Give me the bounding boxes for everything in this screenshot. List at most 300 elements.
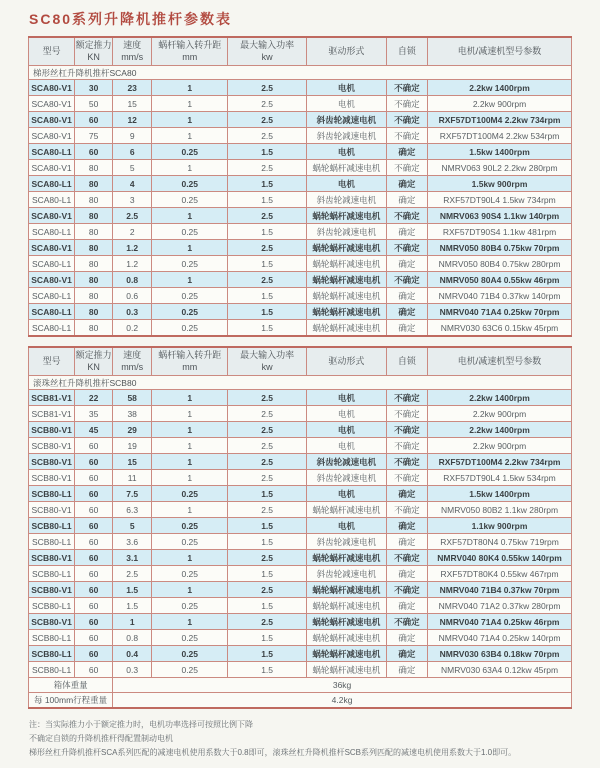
cell: 1.5	[228, 646, 307, 662]
cell: SCA80-V1	[29, 240, 75, 256]
cell: 斜齿轮减速电机	[306, 566, 386, 582]
cell: 1.5	[228, 256, 307, 272]
cell: 58	[113, 390, 152, 406]
cell: SCB81-V1	[29, 406, 75, 422]
cell: 确定	[386, 176, 427, 192]
cell: 确定	[386, 224, 427, 240]
cell: NMRV030 63B4 0.18kw 70rpm	[428, 646, 572, 662]
cell: 1.2	[113, 256, 152, 272]
footnote-line: 注：当实际推力小于额定推力时，电机功率选择可按照比例下降	[29, 719, 253, 729]
cell: 蜗轮蜗杆减速电机	[306, 208, 386, 224]
cell: SCA80-V1	[29, 96, 75, 112]
cell: 29	[113, 422, 152, 438]
column-header: 自锁	[386, 347, 427, 376]
cell: 6	[113, 144, 152, 160]
cell: 2.2kw 1400rpm	[428, 422, 572, 438]
cell: 1	[152, 390, 228, 406]
table-row	[29, 240, 572, 256]
table-row	[29, 208, 572, 224]
cell: SCA80-L1	[29, 176, 75, 192]
cell: 0.25	[152, 630, 228, 646]
cell: 1	[152, 438, 228, 454]
cell: 2.2kw 1400rpm	[428, 80, 572, 96]
cell: 电机	[306, 96, 386, 112]
table-row	[29, 224, 572, 240]
cell: 不确定	[386, 422, 427, 438]
cell: 确定	[386, 192, 427, 208]
cell: 0.3	[113, 304, 152, 320]
cell: 蜗轮蜗杆减速电机	[306, 598, 386, 614]
cell: 不确定	[386, 438, 427, 454]
cell: SCB80-V1	[29, 582, 75, 598]
cell: 80	[75, 288, 113, 304]
cell: 不确定	[386, 470, 427, 486]
cell: 斜齿轮减速电机	[306, 470, 386, 486]
table-row	[29, 176, 572, 192]
cell: 0.25	[152, 256, 228, 272]
cell: 蜗轮蜗杆减速电机	[306, 304, 386, 320]
cell: 60	[75, 454, 113, 470]
column-header: 驱动形式	[306, 37, 386, 66]
cell: 60	[75, 470, 113, 486]
cell: 电机	[306, 176, 386, 192]
cell: SCA80-L1	[29, 304, 75, 320]
summary-row	[29, 693, 572, 708]
cell: 80	[75, 192, 113, 208]
cell: 2.2kw 900rpm	[428, 406, 572, 422]
cell: 1	[152, 208, 228, 224]
cell: 15	[113, 96, 152, 112]
cell: 0.25	[152, 486, 228, 502]
cell: 0.8	[113, 272, 152, 288]
cell: 蜗轮蜗杆减速电机	[306, 256, 386, 272]
cell: 确定	[386, 662, 427, 678]
table-row	[29, 470, 572, 486]
cell: 1.5	[228, 144, 307, 160]
cell: 1.5	[228, 566, 307, 582]
section-title: 梯形丝杠升降机推杆SCA80	[29, 66, 572, 80]
cell: 60	[75, 614, 113, 630]
cell: 0.2	[113, 320, 152, 336]
column-header: 额定推力 KN	[75, 347, 113, 376]
cell: 蜗轮蜗杆减速电机	[306, 288, 386, 304]
cell: 确定	[386, 646, 427, 662]
table-row	[29, 518, 572, 534]
cell: SCA80-L1	[29, 288, 75, 304]
cell: 60	[75, 582, 113, 598]
cell: 电机	[306, 406, 386, 422]
cell: 确定	[386, 518, 427, 534]
cell: 确定	[386, 630, 427, 646]
cell: 5	[113, 518, 152, 534]
cell: 0.25	[152, 534, 228, 550]
cell: 不确定	[386, 614, 427, 630]
cell: SCA80-L1	[29, 256, 75, 272]
cell: 确定	[386, 304, 427, 320]
summary-value: 36kg	[113, 678, 572, 693]
cell: 1.5kw 900rpm	[428, 176, 572, 192]
cell: 蜗轮蜗杆减速电机	[306, 646, 386, 662]
cell: SCB80-L1	[29, 646, 75, 662]
cell: 斜齿轮减速电机	[306, 192, 386, 208]
cell: 2.5	[228, 470, 307, 486]
cell: 1	[152, 582, 228, 598]
column-header: 额定推力 KN	[75, 37, 113, 66]
cell: 2.5	[228, 438, 307, 454]
cell: 1	[152, 272, 228, 288]
cell: 1	[152, 502, 228, 518]
cell: 45	[75, 422, 113, 438]
cell: RXF57DT100M4 2.2kw 534rpm	[428, 128, 572, 144]
page-title: SC80系列升降机推杆参数表	[29, 11, 233, 27]
cell: 1.5	[228, 224, 307, 240]
cell: 60	[75, 566, 113, 582]
cell: 0.6	[113, 288, 152, 304]
section-row	[29, 66, 572, 80]
cell: 不确定	[386, 160, 427, 176]
table-row	[29, 438, 572, 454]
column-header: 电机/减速机型号参数	[428, 37, 572, 66]
cell: 0.25	[152, 176, 228, 192]
cell: 1.5	[228, 176, 307, 192]
spec-table-sca80	[28, 36, 572, 337]
cell: 不确定	[386, 208, 427, 224]
cell: 0.3	[113, 662, 152, 678]
cell: SCB80-L1	[29, 486, 75, 502]
cell: 不确定	[386, 96, 427, 112]
cell: 不确定	[386, 272, 427, 288]
cell: 2.5	[228, 272, 307, 288]
column-header: 电机/减速机型号参数	[428, 347, 572, 376]
cell: 1.5	[228, 192, 307, 208]
cell: 1.5	[228, 304, 307, 320]
table-row	[29, 144, 572, 160]
cell: 23	[113, 80, 152, 96]
cell: NMRV040 71B4 0.37kw 140rpm	[428, 288, 572, 304]
cell: 1.5	[228, 598, 307, 614]
cell: NMRV050 80B2 1.1kw 280rpm	[428, 502, 572, 518]
table-row	[29, 534, 572, 550]
cell: 1.5	[228, 534, 307, 550]
cell: 不确定	[386, 112, 427, 128]
cell: 0.25	[152, 224, 228, 240]
cell: RXF57DT90S4 1.1kw 481rpm	[428, 224, 572, 240]
table-row	[29, 582, 572, 598]
table-row	[29, 320, 572, 336]
cell: 蜗轮蜗杆减速电机	[306, 550, 386, 566]
table-row	[29, 112, 572, 128]
cell: 电机	[306, 80, 386, 96]
cell: 2.5	[228, 112, 307, 128]
cell: 0.8	[113, 630, 152, 646]
cell: 2.5	[228, 96, 307, 112]
cell: 60	[75, 518, 113, 534]
cell: 60	[75, 662, 113, 678]
cell: 确定	[386, 566, 427, 582]
cell: 不确定	[386, 80, 427, 96]
cell: 0.25	[152, 566, 228, 582]
cell: 蜗轮蜗杆减速电机	[306, 662, 386, 678]
column-header: 驱动形式	[306, 347, 386, 376]
cell: 2	[113, 224, 152, 240]
section-row	[29, 376, 572, 390]
section-title: 滚珠丝杠升降机推杆SCB80	[29, 376, 572, 390]
cell: 不确定	[386, 128, 427, 144]
cell: 2.5	[113, 566, 152, 582]
table-row	[29, 598, 572, 614]
cell: 不确定	[386, 454, 427, 470]
table-row	[29, 550, 572, 566]
cell: 1.5	[228, 320, 307, 336]
table-row	[29, 662, 572, 678]
cell: SCB80-L1	[29, 630, 75, 646]
cell: 1	[152, 614, 228, 630]
cell: 0.25	[152, 662, 228, 678]
cell: SCB80-V1	[29, 438, 75, 454]
cell: 60	[75, 598, 113, 614]
cell: 1	[152, 550, 228, 566]
cell: 不确定	[386, 502, 427, 518]
cell: 斜齿轮减速电机	[306, 224, 386, 240]
cell: 60	[75, 438, 113, 454]
footnote-line: 梯形丝杠升降机推杆SCA系列匹配的减速电机使用系数大于0.8即可，滚珠丝杠升降机推杆SCB系列匹配的减速电机使用系数大于1.0即可。	[29, 747, 517, 757]
cell: 斜齿轮减速电机	[306, 534, 386, 550]
cell: 1.5	[113, 582, 152, 598]
cell: 1	[113, 614, 152, 630]
cell: 0.25	[152, 646, 228, 662]
cell: SCA80-V1	[29, 272, 75, 288]
column-header: 自锁	[386, 37, 427, 66]
cell: SCB80-L1	[29, 566, 75, 582]
cell: 不确定	[386, 240, 427, 256]
cell: 2.5	[228, 502, 307, 518]
cell: 0.25	[152, 304, 228, 320]
cell: NMRV040 71A4 0.25kw 140rpm	[428, 630, 572, 646]
cell: 1	[152, 96, 228, 112]
cell: 6.3	[113, 502, 152, 518]
cell: NMRV040 71A4 0.25kw 70rpm	[428, 304, 572, 320]
table-row	[29, 630, 572, 646]
cell: 30	[75, 80, 113, 96]
column-header: 蜗杆输入转升距 mm	[152, 347, 228, 376]
table-row	[29, 192, 572, 208]
cell: SCA80-V1	[29, 160, 75, 176]
cell: 蜗轮蜗杆减速电机	[306, 320, 386, 336]
cell: 蜗轮蜗杆减速电机	[306, 240, 386, 256]
cell: 蜗轮蜗杆减速电机	[306, 614, 386, 630]
cell: 60	[75, 646, 113, 662]
cell: 80	[75, 176, 113, 192]
cell: RXF57DT90L4 1.5kw 734rpm	[428, 192, 572, 208]
cell: NMRV030 63A4 0.12kw 45rpm	[428, 662, 572, 678]
cell: 电机	[306, 486, 386, 502]
cell: 不确定	[386, 582, 427, 598]
cell: 0.25	[152, 518, 228, 534]
cell: 2.5	[228, 454, 307, 470]
footnote-line: 不确定自锁的升降机推杆得配置制动电机	[29, 733, 173, 743]
cell: 2.2kw 900rpm	[428, 96, 572, 112]
cell: 15	[113, 454, 152, 470]
cell: 4	[113, 176, 152, 192]
spec-table-scb80	[28, 346, 572, 709]
summary-label: 箱体重量	[29, 678, 113, 693]
cell: 2.5	[228, 614, 307, 630]
cell: NMRV050 80B4 0.75kw 280rpm	[428, 256, 572, 272]
cell: 80	[75, 224, 113, 240]
cell: 电机	[306, 518, 386, 534]
cell: NMRV063 90L2 2.2kw 280rpm	[428, 160, 572, 176]
cell: SCA80-L1	[29, 192, 75, 208]
cell: NMRV040 71A2 0.37kw 280rpm	[428, 598, 572, 614]
column-header: 蜗杆输入转升距 mm	[152, 37, 228, 66]
cell: 1.5	[228, 518, 307, 534]
cell: SCB80-V1	[29, 502, 75, 518]
cell: SCA80-L1	[29, 224, 75, 240]
cell: SCB81-V1	[29, 390, 75, 406]
cell: RXF57DT90L4 1.5kw 534rpm	[428, 470, 572, 486]
summary-value: 4.2kg	[113, 693, 572, 708]
cell: 2.5	[228, 406, 307, 422]
cell: 35	[75, 406, 113, 422]
cell: 2.5	[228, 390, 307, 406]
cell: 1.5	[228, 630, 307, 646]
cell: 确定	[386, 534, 427, 550]
cell: 确定	[386, 144, 427, 160]
cell: 60	[75, 534, 113, 550]
cell: SCB80-L1	[29, 662, 75, 678]
footnotes	[28, 718, 572, 760]
cell: SCA80-V1	[29, 80, 75, 96]
cell: 1	[152, 240, 228, 256]
cell: SCA80-L1	[29, 320, 75, 336]
cell: 不确定	[386, 390, 427, 406]
table-row	[29, 96, 572, 112]
cell: RXF57DT100M4 2.2kw 734rpm	[428, 112, 572, 128]
summary-label: 每 100mm行程重量	[29, 693, 113, 708]
cell: SCA80-L1	[29, 144, 75, 160]
cell: 1	[152, 160, 228, 176]
table-row	[29, 486, 572, 502]
cell: 1.5kw 1400rpm	[428, 486, 572, 502]
column-header: 型号	[29, 37, 75, 66]
cell: 斜齿轮减速电机	[306, 128, 386, 144]
cell: 1.5	[228, 662, 307, 678]
cell: 确定	[386, 320, 427, 336]
cell: 60	[75, 112, 113, 128]
cell: 电机	[306, 422, 386, 438]
summary-row	[29, 678, 572, 693]
cell: 1.5kw 1400rpm	[428, 144, 572, 160]
cell: 2.5	[228, 208, 307, 224]
cell: NMRV050 80B4 0.75kw 70rpm	[428, 240, 572, 256]
cell: 7.5	[113, 486, 152, 502]
cell: 蜗轮蜗杆减速电机	[306, 502, 386, 518]
cell: 1	[152, 422, 228, 438]
cell: SCB80-V1	[29, 454, 75, 470]
cell: RXF57DT100M4 2.2kw 734rpm	[428, 454, 572, 470]
cell: 80	[75, 304, 113, 320]
cell: 1.5	[113, 598, 152, 614]
cell: 80	[75, 240, 113, 256]
cell: 1.5	[228, 288, 307, 304]
cell: RXF57DT80N4 0.75kw 719rpm	[428, 534, 572, 550]
cell: 5	[113, 160, 152, 176]
cell: 蜗轮蜗杆减速电机	[306, 160, 386, 176]
table-row	[29, 304, 572, 320]
cell: SCA80-V1	[29, 112, 75, 128]
cell: 1.5	[228, 486, 307, 502]
cell: 75	[75, 128, 113, 144]
cell: 60	[75, 550, 113, 566]
table-row	[29, 614, 572, 630]
cell: 11	[113, 470, 152, 486]
cell: 2.5	[228, 240, 307, 256]
cell: 22	[75, 390, 113, 406]
cell: 2.2kw 1400rpm	[428, 390, 572, 406]
cell: 2.5	[228, 422, 307, 438]
cell: NMRV030 63C6 0.15kw 45rpm	[428, 320, 572, 336]
cell: 60	[75, 630, 113, 646]
cell: 0.25	[152, 598, 228, 614]
table-row	[29, 390, 572, 406]
cell: 不确定	[386, 406, 427, 422]
cell: 50	[75, 96, 113, 112]
cell: 电机	[306, 438, 386, 454]
cell: NMRV063 90S4 1.1kw 140rpm	[428, 208, 572, 224]
table-row	[29, 160, 572, 176]
cell: 2.5	[228, 160, 307, 176]
cell: 斜齿轮减速电机	[306, 454, 386, 470]
cell: SCA80-V1	[29, 208, 75, 224]
cell: 19	[113, 438, 152, 454]
table-row	[29, 272, 572, 288]
cell: 确定	[386, 288, 427, 304]
cell: SCB80-V1	[29, 614, 75, 630]
cell: 60	[75, 486, 113, 502]
cell: 80	[75, 208, 113, 224]
table-row	[29, 80, 572, 96]
cell: 0.25	[152, 192, 228, 208]
cell: SCB80-V1	[29, 550, 75, 566]
cell: 1.1kw 900rpm	[428, 518, 572, 534]
cell: NMRV040 71A4 0.25kw 46rpm	[428, 614, 572, 630]
cell: SCB80-L1	[29, 518, 75, 534]
column-header: 速度 mm/s	[113, 37, 152, 66]
cell: 12	[113, 112, 152, 128]
cell: 电机	[306, 144, 386, 160]
cell: 38	[113, 406, 152, 422]
cell: 1	[152, 454, 228, 470]
cell: 蜗轮蜗杆减速电机	[306, 272, 386, 288]
table-row	[29, 256, 572, 272]
cell: SCB80-L1	[29, 598, 75, 614]
cell: 80	[75, 256, 113, 272]
cell: SCA80-V1	[29, 128, 75, 144]
cell: NMRV040 71B4 0.37kw 70rpm	[428, 582, 572, 598]
cell: SCB80-V1	[29, 422, 75, 438]
cell: 1	[152, 128, 228, 144]
cell: 斜齿轮减速电机	[306, 112, 386, 128]
column-header: 速度 mm/s	[113, 347, 152, 376]
table-row	[29, 288, 572, 304]
cell: 2.5	[228, 128, 307, 144]
cell: NMRV050 80A4 0.55kw 46rpm	[428, 272, 572, 288]
cell: 1	[152, 80, 228, 96]
cell: 80	[75, 160, 113, 176]
cell: 60	[75, 144, 113, 160]
cell: 确定	[386, 486, 427, 502]
header-row	[29, 37, 572, 66]
